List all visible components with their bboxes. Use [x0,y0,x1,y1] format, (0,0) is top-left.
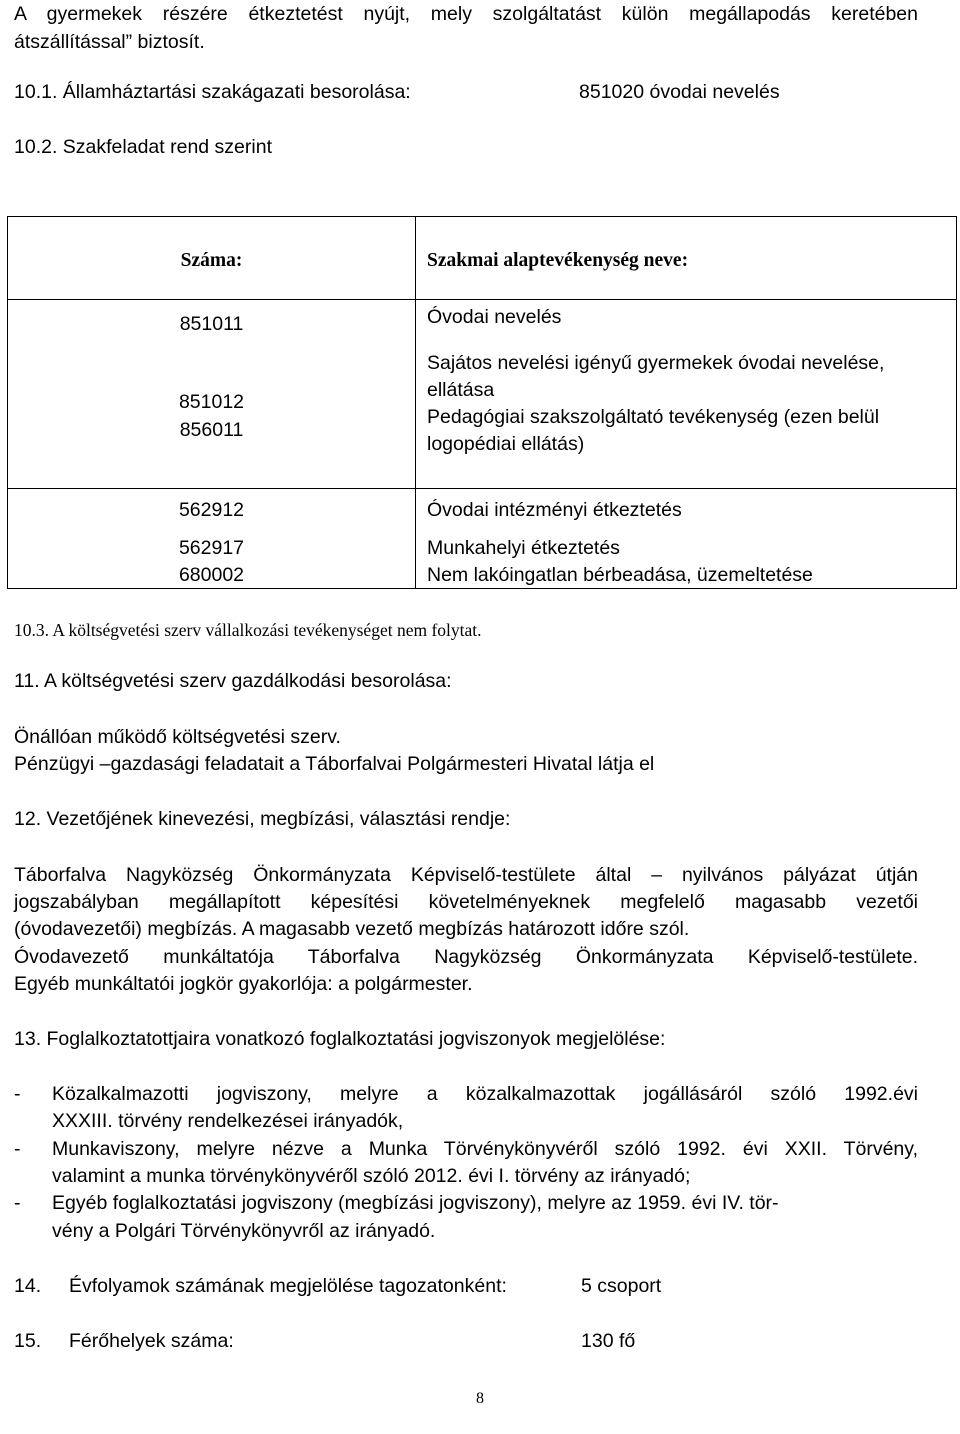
table-section-divider [8,488,956,489]
list-item-line: XXXIII. törvény rendelkezései irányadók, [52,1110,404,1132]
table-header-name: Szakmai alaptevékenység neve: [427,250,689,271]
table-row-code: 851012 [178,391,245,413]
section-12-line: jogszabályban megállapított képesítési követelményeknek megfelelő magasabb vezetői [14,891,918,913]
section-11-heading: 11. A költségvetési szerv gazdálkodási besorolása: [14,670,452,692]
section-14-label: Évfolyamok számának megjelölése tagozatonként: [69,1275,507,1297]
section-12-line: Táborfalva Nagyközség Önkormányzata Képviselő-testülete által – nyilvános pályázat útján [14,864,918,886]
table-row-name: Sajátos nevelési igényű gyermekek óvodai nevelése, [427,352,885,374]
list-item-line: Munkaviszony, melyre nézve a Munka Törvénykönyvéről szóló 1992. évi XXII. Törvény, [52,1138,918,1160]
list-item-line: valamint a munka törvénykönyvéről szóló 2012. évi I. törvény az irányadó; [52,1165,691,1187]
section-12-line: (óvodavezetői) megbízás. A magasabb vezető megbízás határozott időre szól. [14,918,690,940]
list-bullet: - [14,1192,21,1214]
section-11-line-2: Pénzügyi –gazdasági feladatait a Táborfalvai Polgármesteri Hivatal látja el [14,753,655,775]
list-item-line: Egyéb foglalkoztatási jogviszony (megbízási jogviszony), melyre az 1959. évi IV. tör- [52,1192,779,1214]
table-row-name: Pedagógiai szakszolgáltató tevékenység (ezen belül [427,406,880,428]
table-row-name: Óvodai nevelés [427,306,562,328]
list-bullet: - [14,1083,21,1105]
list-item-line: Közalkalmazotti jogviszony, melyre a közalkalmazottak jogállásáról szóló 1992.évi [52,1083,918,1105]
intro-line-2: átszállítással” biztosít. [14,31,205,53]
section-14-value: 5 csoport [581,1275,662,1297]
section-10-3-text: 10.3. A költségvetési szerv vállalkozási tevékenységet nem folytat. [14,620,482,640]
table-row-code: 680002 [178,564,245,586]
list-bullet: - [14,1138,21,1160]
section-11-line-1: Önállóan működő költségvetési szerv. [14,726,341,748]
section-15-label: Férőhelyek száma: [69,1330,234,1352]
table-header-code: Száma: [180,250,243,271]
intro-line-1: A gyermekek részére étkeztetést nyújt, mely szolgáltatást külön megállapodás keretében [14,3,918,25]
section-10-1-label: 10.1. Államháztartási szakágazati besorolása: [14,81,411,103]
table-row-name: Munkahelyi étkeztetés [427,537,620,559]
table-column-divider [415,217,416,588]
section-15-number: 15. [14,1330,42,1352]
section-15-value: 130 fő [581,1330,636,1352]
section-12-heading: 12. Vezetőjének kinevezési, megbízási, választási rendje: [14,808,511,830]
table-header-divider [8,299,956,300]
table-row-name: ellátása [427,379,495,401]
table-row-code: 856011 [179,419,244,441]
section-13-heading: 13. Foglalkoztatottjaira vonatkozó foglalkoztatási jogviszonyok megjelölése: [14,1028,666,1050]
table-row-code: 562912 [178,499,245,521]
table-row-code: 562917 [178,537,245,559]
section-14-number: 14. [14,1275,42,1297]
section-12-line: Egyéb munkáltatói jogkör gyakorlója: a polgármester. [14,973,473,995]
table-row-code: 851011 [179,313,244,335]
table-row-name: Nem lakóingatlan bérbeadása, üzemeltetése [427,564,813,586]
section-10-2-label: 10.2. Szakfeladat rend szerint [14,136,272,158]
page-number: 8 [476,1390,484,1407]
section-10-1-value: 851020 óvodai nevelés [579,81,780,103]
section-12-line: Óvodavezető munkáltatója Táborfalva Nagyközség Önkormányzata Képviselő-testülete. [14,946,918,968]
activity-table [7,216,957,589]
table-row-name: Óvodai intézményi étkeztetés [427,499,682,521]
list-item-line: vény a Polgári Törvénykönyvről az irányadó. [52,1220,436,1242]
table-row-name: logopédiai ellátás) [427,433,585,455]
